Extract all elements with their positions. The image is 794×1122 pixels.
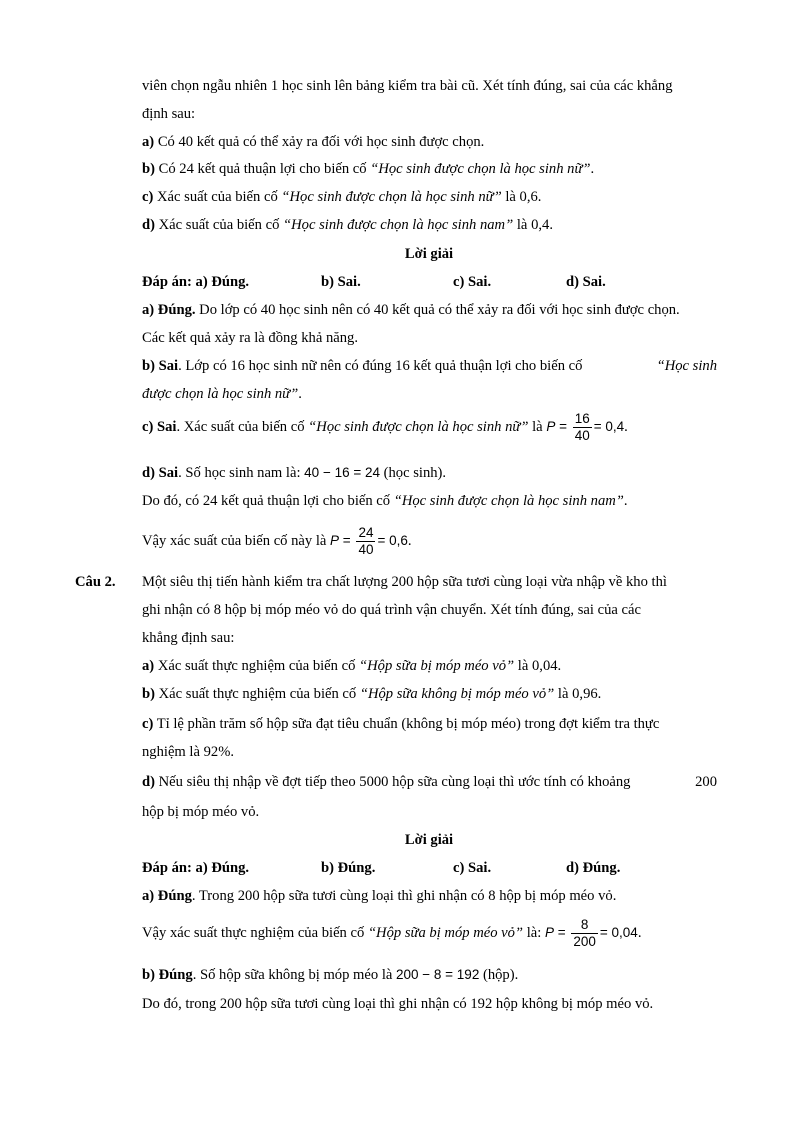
q1-b-text: Có 24 kết quả thuận lợi cho biến cố [154, 161, 371, 177]
q1-sol-c-label: c) Sai [142, 419, 177, 435]
q2-intro1-a: Một siêu thị tiến hành kiểm tra chất lượng [142, 574, 392, 590]
q2-answer-c: c) Sai. [453, 860, 492, 876]
q2-d-num1: 5000 [359, 774, 389, 790]
q1-sol-c-eq: = [555, 419, 571, 434]
q1-c-text: Xác suất của biến cố [153, 189, 282, 205]
q2-b-event: “Hộp sữa không bị móp méo vỏ” [359, 686, 555, 702]
q1-statement-a [142, 133, 484, 151]
q2-sol-a-fraction [571, 917, 598, 950]
q1-sol-b-event2: được chọn là học sinh nữ” [142, 386, 299, 402]
q1-sol-d-end: (học sinh). [380, 465, 447, 481]
q1-answer-b: b) Sai. [321, 274, 361, 290]
q2-c-label: c) [142, 716, 154, 732]
q2-sol-b-line2-num2: 192 [470, 996, 493, 1012]
q2-sol-a-text-b: hộp sữa tươi cùng loại thì ghi nhận có [259, 888, 489, 904]
q2-intro-line2 [142, 601, 641, 619]
q2-intro3: khẳng định sau: [142, 630, 235, 646]
q2-statement-d [142, 773, 717, 791]
q1-intro-text2: định sau: [142, 106, 196, 122]
q1-sol-c-event: “Học sinh được chọn là học sinh nữ” [308, 419, 529, 435]
q1-sol-b-text: . Lớp có 16 học sinh nữ nên có đúng 16 kết quả thuận lợi cho biến cố [178, 358, 583, 374]
q1-solution-a [142, 301, 680, 319]
q2-sol-b-line2-b: hộp sữa tươi cùng loại thì ghi nhận có [241, 996, 471, 1012]
q2-intro2-num: 8 [213, 602, 222, 618]
q1-sol-d-end2: . [407, 533, 412, 549]
q1-sol-d-numerator: 24 [358, 525, 374, 541]
q2-statement-c [142, 715, 659, 733]
q2-statement-b [142, 685, 601, 703]
q2-intro2-a: ghi nhận có [142, 602, 214, 618]
q2-b-text: Xác suất thực nghiệm của biến cố [154, 686, 360, 702]
q1-sol-c-p: P [546, 419, 556, 434]
q1-sol-a-text2: Các kết quả xảy ra là đồng khả năng. [142, 330, 358, 346]
q2-a-mid: là [514, 658, 532, 674]
q1-sol-d-line2-b: kết quả thuận lợi cho biến cố [217, 493, 394, 509]
q2-statement-a [142, 657, 561, 675]
q1-solution-c [142, 409, 628, 445]
q2-statement-c-line2 [142, 743, 234, 761]
q2-sol-a-num2: 8 [488, 888, 496, 904]
q1-sol-d-p: P [330, 533, 340, 548]
q2-solution-b [142, 966, 518, 984]
q1-sol-b-event1: “Học sinh [656, 358, 717, 374]
q1-solution-title: Lời giải [404, 246, 454, 262]
q2-d-label: d) [142, 774, 155, 790]
q2-sol-a-denominator: 200 [573, 934, 596, 950]
q2-sol-b-end: (hộp). [479, 967, 519, 983]
q1-solution-d-line2 [142, 492, 628, 510]
q2-a-text: Xác suất thực nghiệm của biến cố [154, 658, 360, 674]
q1-sol-d-line2-end: . [623, 493, 628, 509]
q1-sol-d-line2-num: 24 [202, 493, 218, 509]
q2-sol-b-text: . Số hộp sữa không bị móp méo là [192, 967, 396, 983]
q2-sol-a-mid: là: [523, 925, 545, 941]
q1-statement-d [142, 216, 553, 234]
q2-c-text2: nghiệm là [142, 744, 204, 760]
q1-sol-d-fraction [356, 525, 375, 558]
q2-c-text: Tỉ lệ phần trăm số hộp sữa đạt tiêu chuẩn (không bị móp méo) trong đợt kiểm tra thực [153, 716, 660, 732]
q2-solution-b-line2 [142, 995, 653, 1013]
q1-d-label: d) [142, 217, 155, 233]
q2-c-value: 92% [203, 744, 231, 760]
q1-statement-c [142, 188, 541, 206]
q2-intro2-b: hộp bị móp méo vỏ do quá trình vận chuyển. Xét tính đúng, sai của các [221, 602, 641, 618]
q1-d-value: 0,4 [531, 217, 550, 233]
q1-solution-d [142, 464, 446, 482]
q2-sol-a-eq: = [553, 925, 570, 940]
q2-sol-b-line2-c: hộp không bị móp méo vỏ. [492, 996, 654, 1012]
q1-answer-a: Đáp án: a) Đúng. [142, 274, 250, 290]
q2-d-text2: hộp bị móp méo vỏ. [142, 804, 260, 820]
q2-sol-b-line2-a: Do đó, trong [142, 996, 220, 1012]
q2-answer-a: Đáp án: a) Đúng. [142, 860, 250, 876]
q1-sol-d-line2-a: Do đó, có [142, 493, 203, 509]
q1-answer-d: d) Sai. [566, 274, 606, 290]
q1-d-event: “Học sinh được chọn là học sinh nam” [283, 217, 514, 233]
q1-sol-b-end: . [298, 386, 302, 402]
q1-sol-d-label: d) Sai [142, 465, 179, 481]
q1-sol-d-line2-event: “Học sinh được chọn là học sinh nam” [393, 493, 624, 509]
q2-sol-b-line2-num1: 200 [219, 996, 242, 1012]
q1-solution-b-line2 [142, 385, 302, 403]
q1-sol-d-eq: = [339, 533, 355, 548]
q2-b-label: b) [142, 686, 155, 702]
q1-sol-c-result: = 0,4 [593, 419, 625, 434]
q1-intro-line1 [142, 77, 673, 95]
q1-sol-a-label: a) Đúng. [142, 302, 196, 318]
q1-sol-a-text: Do lớp có 40 học sinh nên có 40 kết quả có thể xảy ra đối với học sinh được chọn. [195, 302, 680, 318]
q1-sol-d-line3-text: Vậy xác suất của biến cố này là [142, 533, 331, 549]
q2-a-label: a) [142, 658, 155, 674]
q1-sol-b-label: b) Sai [142, 358, 179, 374]
q2-sol-a-num1: 200 [237, 888, 260, 904]
q2-sol-a-line2-text: Vậy xác suất thực nghiệm của biến cố [142, 925, 368, 941]
q2-sol-a-numerator: 8 [571, 917, 598, 934]
q1-b-end: . [590, 161, 595, 177]
q2-number: Câu 2. [75, 574, 116, 590]
q2-solution-a-line2 [142, 915, 641, 951]
q2-solution-title: Lời giải [404, 832, 454, 848]
q1-a-label: a) [142, 134, 155, 150]
q2-intro-line1 [142, 573, 667, 591]
q2-sol-a-event: “Hộp sữa bị móp méo vỏ” [367, 925, 524, 941]
q2-b-end: . [597, 686, 602, 702]
q2-intro1-num: 200 [391, 574, 414, 590]
q2-d-text-a: Nếu siêu thị nhập về đợt tiếp theo [154, 774, 360, 790]
q1-sol-c-text: . Xác suất của biến cố [176, 419, 309, 435]
q1-d-end: . [549, 217, 553, 233]
q1-sol-d-result: = 0,6 [377, 533, 408, 548]
q2-d-text-b: hộp sữa cùng loại thì ước tính có khoảng [388, 774, 631, 790]
q2-sol-b-calc: 200 − 8 = 192 [396, 967, 480, 982]
q1-c-label: c) [142, 189, 154, 205]
q1-c-value: 0,6 [519, 189, 538, 205]
q1-d-text: Xác suất của biến cố [154, 217, 284, 233]
q1-sol-d-text: . Số học sinh nam là: [178, 465, 305, 481]
q1-answer-c: c) Sai. [453, 274, 492, 290]
q2-sol-a-p: P [544, 925, 554, 940]
q1-c-event: “Học sinh được chọn là học sinh nữ” [281, 189, 502, 205]
q1-c-end: . [537, 189, 542, 205]
q1-b-event: “Học sinh được chọn là học sinh nữ” [370, 161, 591, 177]
q2-sol-a-result: = 0,04 [599, 925, 638, 940]
q2-statement-d-line2 [142, 803, 259, 821]
q1-sol-c-numerator: 16 [574, 411, 590, 427]
q2-solution-a [142, 887, 616, 905]
q1-sol-c-end: . [624, 419, 628, 435]
q1-sol-d-calc: 40 − 16 = 24 [304, 465, 380, 480]
q1-sol-c-fraction [573, 411, 592, 444]
q2-sol-a-text-a: . Trong [191, 888, 238, 904]
q1-sol-c-denominator: 40 [574, 428, 590, 444]
q1-solution-b [142, 357, 717, 375]
q1-sol-c-mid: là [528, 419, 547, 435]
q2-sol-b-label: b) Đúng [142, 967, 193, 983]
q1-a-text: Có 40 kết quả có thể xảy ra đối với học sinh được chọn. [154, 134, 485, 150]
q1-intro-text: viên chọn ngẫu nhiên 1 học sinh lên bảng kiểm tra bài cũ. Xét tính đúng, sai của các khẳng [142, 78, 673, 94]
q2-intro-line3 [142, 629, 234, 647]
q2-sol-a-text-c: hộp bị móp méo vỏ. [495, 888, 617, 904]
q2-d-num2: 200 [695, 774, 717, 790]
q2-b-value: 0,96 [572, 686, 598, 702]
q2-sol-a-label: a) Đúng [142, 888, 192, 904]
q2-answer-d: d) Đúng. [566, 860, 621, 876]
q2-answer-b: b) Đúng. [321, 860, 376, 876]
q1-c-mid: là [501, 189, 520, 205]
q1-d-mid: là [513, 217, 532, 233]
q1-solution-a-line2 [142, 329, 358, 347]
q2-c-end: . [230, 744, 235, 760]
q1-intro-line2 [142, 105, 195, 123]
q2-a-event: “Hộp sữa bị móp méo vỏ” [359, 658, 515, 674]
q1-statement-b [142, 160, 594, 178]
q1-sol-d-denominator: 40 [358, 542, 374, 558]
q2-a-value: 0,04 [532, 658, 558, 674]
q2-intro1-b: hộp sữa tươi cùng loại vừa nhập về kho thì [413, 574, 667, 590]
q2-sol-a-end: . [637, 925, 642, 941]
q2-b-mid: là [554, 686, 573, 702]
q1-solution-d-line3 [142, 523, 412, 559]
q1-b-label: b) [142, 161, 155, 177]
q2-a-end: . [557, 658, 562, 674]
